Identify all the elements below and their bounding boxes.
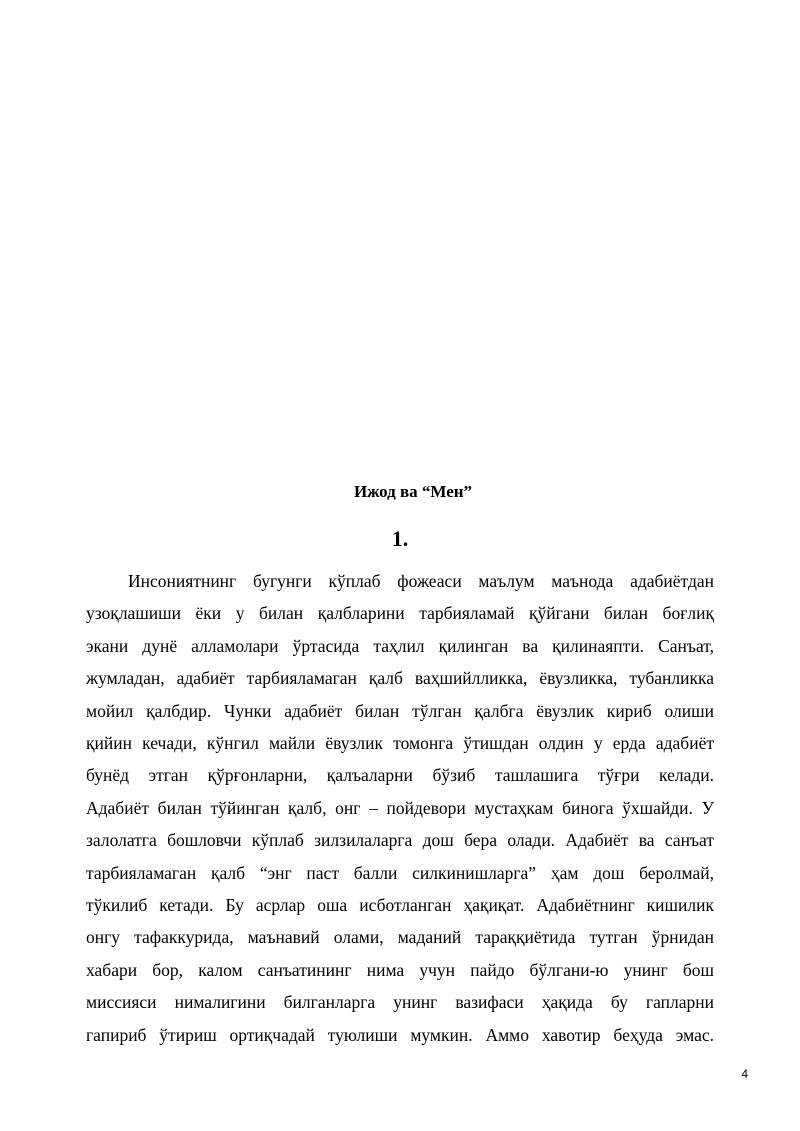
body-paragraph [86, 565, 714, 1051]
paragraph-line: узоқлашиши ёки у билан қалбларини тарбияламай қўйгани билан боғлиқ [86, 603, 714, 624]
paragraph-line: Адабиёт билан тўйинган қалб, онг – пойдевори мустаҳкам бинога ўхшайди. У [86, 797, 714, 818]
paragraph-line: бунёд этган қўрғонларни, қалъаларни бўзиб ташлашига тўғри келади. [86, 765, 714, 786]
paragraph-line: жумладан, адабиёт тарбияламаган қалб ваҳшийлликка, ёвузликка, тубанликка [86, 668, 714, 689]
paragraph-line: хабари бор, калом санъатининг нима учун пайдо бўлгани-ю унинг бош [86, 959, 714, 980]
paragraph-line: экани дунё алламолари ўртасида таҳлил қилинган ва қилинаяпти. Санъат, [86, 635, 714, 656]
paragraph-line: қийин кечади, кўнгил майли ёвузлик томонга ўтишдан олдин у ерда адабиёт [86, 733, 714, 754]
paragraph-line: мойил қалбдир. Чунки адабиёт билан тўлган қалбга ёвузлик кириб олиши [86, 700, 714, 721]
paragraph-line: тўкилиб кетади. Бу асрлар оша исботланган ҳақиқат. Адабиётнинг кишилик [86, 895, 714, 916]
paragraph-line: гапириб ўтириш ортиқчадай туюлиши мумкин. Аммо хавотир беҳуда эмас. [86, 1024, 714, 1045]
paragraph-line: онгу тафаккурида, маънавий олами, маданий тараққиётида тутган ўрнидан [86, 927, 714, 948]
chapter-number: 1. [391, 526, 409, 551]
paragraph-line: залолатга бошловчи кўплаб зилзилаларга дош бера олади. Адабиёт ва санъат [86, 830, 714, 851]
paragraph-line: Инсониятнинг бугунги кўплаб фожеаси маълум маънода адабиётдан [128, 571, 714, 591]
paragraph-line: миссияси нималигини билганларга унинг вазифаси ҳақида бу гапларни [86, 992, 714, 1013]
document-title: Ижод ва “Мен” [353, 482, 473, 501]
page-number: 4 [741, 1067, 748, 1081]
paragraph-line: тарбияламаган қалб “энг паст балли силкинишларга” ҳам дош беролмай, [86, 862, 714, 883]
